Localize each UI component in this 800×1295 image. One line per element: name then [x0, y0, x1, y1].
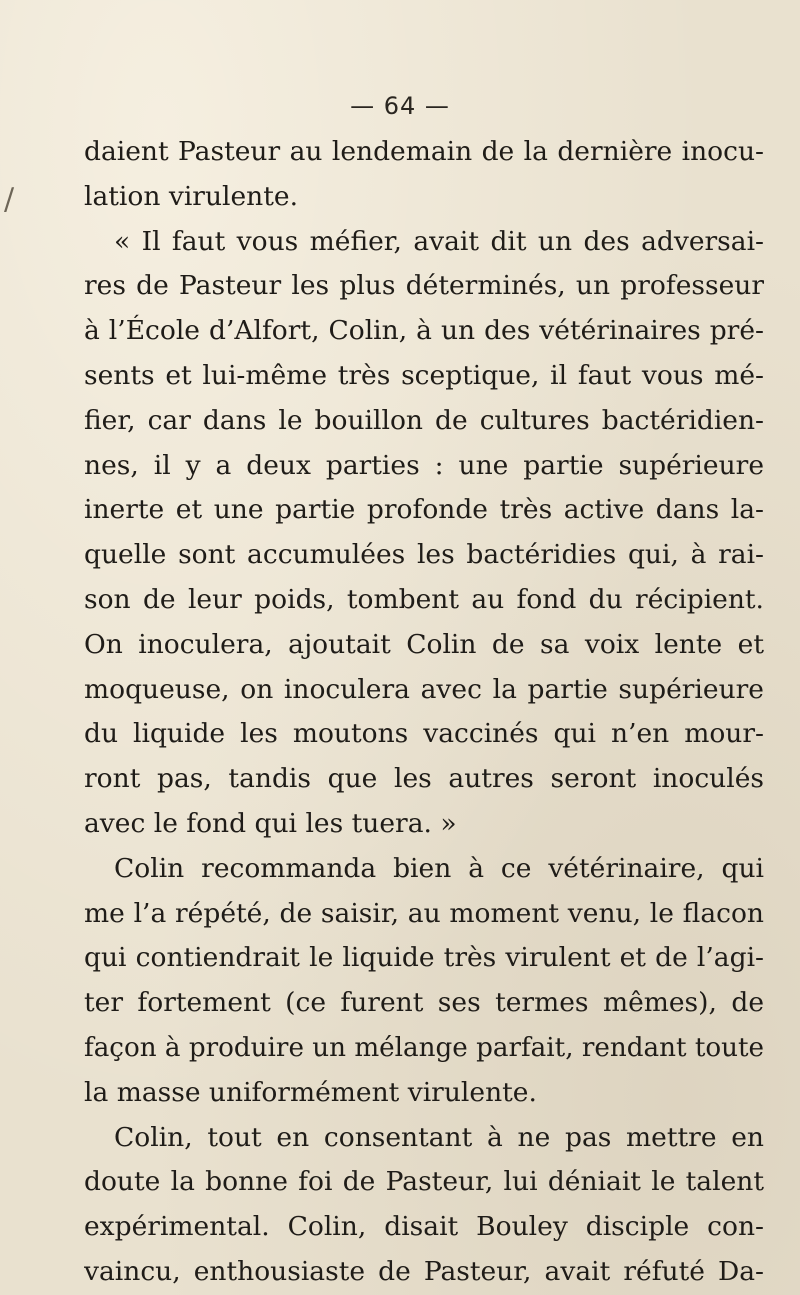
page-number: — 64 —: [350, 92, 450, 120]
text-line: doute la bonne foi de Pasteur, lui déniait le talent: [84, 1166, 764, 1198]
text-line: On inoculera, ajoutait Colin de sa voix lente et: [84, 628, 764, 660]
text-line: façon à produire un mélange parfait, rendant toute: [84, 1032, 764, 1063]
text-line: expérimental. Colin, disait Bouley disciple con-: [84, 1211, 764, 1243]
text-line: res de Pasteur les plus déterminés, un professeur: [84, 270, 764, 302]
text-line: son de leur poids, tombent au fond du récipient.: [84, 583, 764, 615]
text-line: qui contiendrait le liquide très virulent et de l’agi-: [84, 942, 764, 974]
text-line: la masse uniformément virulente.: [84, 1076, 537, 1108]
text-line: ter fortement (ce furent ses termes mêmes), de: [84, 987, 764, 1019]
text-line: avec le fond qui les tuera. »: [84, 807, 457, 839]
text-line: à l’École d’Alfort, Colin, à un des vétérinaires pré-: [84, 315, 764, 347]
text-line: inerte et une partie profonde très active dans la-: [84, 494, 764, 526]
text-line: me l’a répété, de saisir, au moment venu, le flacon: [84, 897, 764, 929]
text-line: vaincu, enthousiaste de Pasteur, avait réfuté Da-: [84, 1255, 764, 1287]
body-text: [84, 130, 764, 1295]
text-line: quelle sont accumulées les bactéridies qui, à rai-: [84, 539, 764, 571]
text-line: fier, car dans le bouillon de cultures bactéridien-: [84, 404, 764, 436]
text-line: « Il faut vous méfier, avait dit un des adversai-: [114, 225, 764, 257]
text-line: moqueuse, on inoculera avec la partie supérieure: [84, 673, 764, 705]
text-line: lation virulente.: [84, 180, 299, 212]
text-line: Colin, tout en consentant à ne pas mettre en: [114, 1121, 764, 1153]
text-line: du liquide les moutons vaccinés qui n’en mour-: [84, 718, 764, 750]
text-line: Colin recommanda bien à ce vétérinaire, qui: [114, 852, 764, 884]
margin-mark: /: [4, 182, 15, 217]
text-line: nes, il y a deux parties : une partie supérieure: [84, 449, 764, 481]
text-line: ront pas, tandis que les autres seront inoculés: [84, 763, 764, 795]
text-line: sents et lui-même très sceptique, il faut vous mé-: [84, 359, 764, 391]
text-line: daient Pasteur au lendemain de la dernière inocu-: [84, 136, 764, 167]
